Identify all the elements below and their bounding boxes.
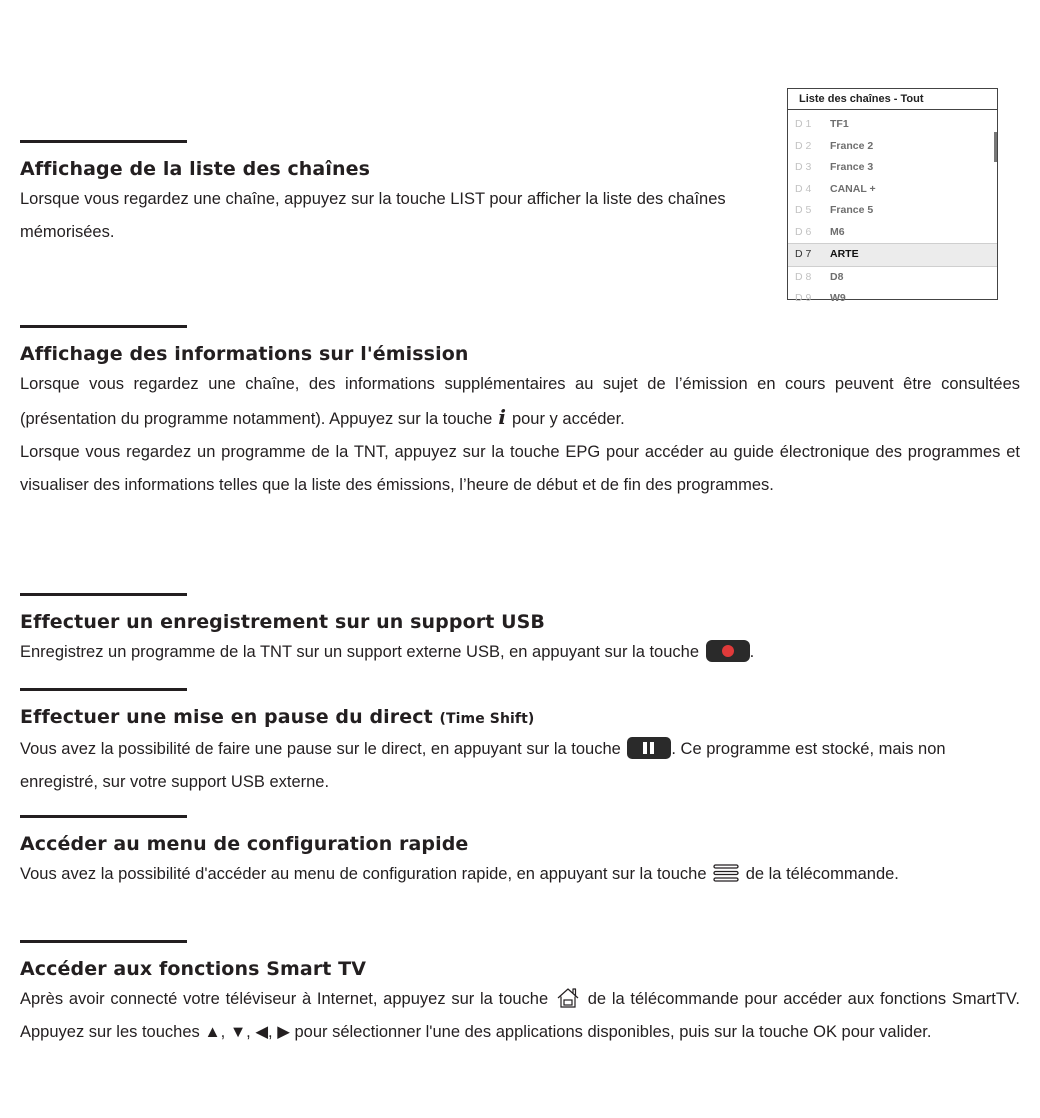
section-rule xyxy=(20,815,187,818)
section-heading xyxy=(20,705,1020,731)
text-fragment: Après avoir connecté votre téléviseur à Internet, appuyez sur la touche xyxy=(20,990,549,1008)
section-text-2: Lorsque vous regardez un programme de la TNT, appuyez sur la touche EPG pour accéder au guide électronique des programmes et visualiser des informations telles que la liste des émissions, l’heure de début et de fin des programmes. xyxy=(20,443,1020,494)
section-heading: Affichage des informations sur l'émission xyxy=(20,343,469,365)
channel-list-title: Liste des chaînes - Tout xyxy=(788,89,997,110)
channel-number: D 7 xyxy=(795,248,812,260)
channel-row[interactable] xyxy=(788,179,997,201)
section-text xyxy=(20,368,1020,436)
text-fragment: de la télécommande pour accéder aux fonctions SmartTV. Appuyez sur les touches ▲, ▼, ◀, ▶ pour sélectionner l'une des applications disponibles, puis sur la touche OK pour valider. xyxy=(20,990,1020,1041)
section-text: Lorsque vous regardez une chaîne, appuyez sur la touche LIST pour afficher la liste des chaînes mémorisées. xyxy=(20,190,726,241)
pause-key-icon xyxy=(627,737,671,759)
channel-name: TF1 xyxy=(830,118,849,130)
channel-number: D 8 xyxy=(795,270,812,283)
channel-list xyxy=(788,114,997,310)
channel-number: D 2 xyxy=(795,139,812,152)
channel-name: France 3 xyxy=(830,161,874,173)
text-fragment: Vous avez la possibilité de faire une pause sur le direct, en appuyant sur la touche xyxy=(20,740,621,758)
channel-name: W9 xyxy=(830,292,846,304)
text-fragment: Enregistrez un programme de la TNT sur un support externe USB, en appuyant sur la touche xyxy=(20,643,700,661)
channel-number: D 4 xyxy=(795,182,812,195)
channel-row-selected[interactable] xyxy=(788,243,997,267)
section-heading: Accéder au menu de configuration rapide xyxy=(20,833,469,855)
section-rule xyxy=(20,593,187,596)
section-rule xyxy=(20,325,187,328)
section-heading: Accéder aux fonctions Smart TV xyxy=(20,958,367,980)
channel-number: D 6 xyxy=(795,225,812,238)
channel-row[interactable] xyxy=(788,267,997,289)
channel-name: CANAL + xyxy=(830,182,876,195)
channel-number: D 3 xyxy=(795,161,812,173)
section-usb-record xyxy=(20,593,1020,669)
section-rule xyxy=(20,688,187,691)
text-fragment: de la télécommande. xyxy=(745,865,899,883)
section-program-info xyxy=(20,325,1020,502)
section-text xyxy=(20,858,1020,891)
section-rule xyxy=(20,140,187,143)
channel-row[interactable] xyxy=(788,136,997,158)
section-smart-tv xyxy=(20,940,1020,1049)
text-fragment: Lorsque vous regardez une chaîne, des informations supplémentaires au sujet de l’émission en cours peuvent être consultées (présentation du programme notamment). Appuyez sur la touche xyxy=(20,375,1020,428)
text-fragment: . Ce programme est stocké, mais non enregistré, sur votre support USB externe. xyxy=(20,740,946,791)
channel-number: D 1 xyxy=(795,118,812,130)
channel-row[interactable] xyxy=(788,114,997,136)
channel-name: France 2 xyxy=(830,139,874,152)
record-key-icon xyxy=(706,640,750,662)
text-fragment: Vous avez la possibilité d'accéder au menu de configuration rapide, en appuyant sur la touche xyxy=(20,865,707,883)
heading-small-text: (Time Shift) xyxy=(439,711,535,727)
channel-name: D8 xyxy=(830,270,844,283)
channel-row[interactable] xyxy=(788,200,997,222)
section-text xyxy=(20,983,1020,1049)
section-rule xyxy=(20,940,187,943)
channel-name: M6 xyxy=(830,225,845,238)
channel-number: D 5 xyxy=(795,204,812,216)
section-quick-config xyxy=(20,815,1020,891)
channel-row[interactable] xyxy=(788,157,997,179)
info-key-icon: i xyxy=(498,405,506,429)
channel-name: France 5 xyxy=(830,204,874,216)
channel-name: ARTE xyxy=(830,248,859,260)
text-fragment: pour y accéder. xyxy=(511,410,625,428)
channel-row[interactable] xyxy=(788,288,997,310)
section-text xyxy=(20,636,1020,669)
section-heading: Affichage de la liste des chaînes xyxy=(20,158,370,180)
text-fragment: . xyxy=(749,643,755,661)
section-text xyxy=(20,733,1020,799)
heading-text: Effectuer une mise en pause du direct xyxy=(20,706,433,728)
home-key-icon xyxy=(556,986,580,1010)
channel-list-panel xyxy=(787,88,998,304)
channel-row[interactable] xyxy=(788,222,997,244)
section-heading: Effectuer un enregistrement sur un support USB xyxy=(20,611,545,633)
section-time-shift xyxy=(20,688,1020,799)
menu-key-icon xyxy=(713,863,739,883)
channel-number: D 9 xyxy=(795,292,812,304)
